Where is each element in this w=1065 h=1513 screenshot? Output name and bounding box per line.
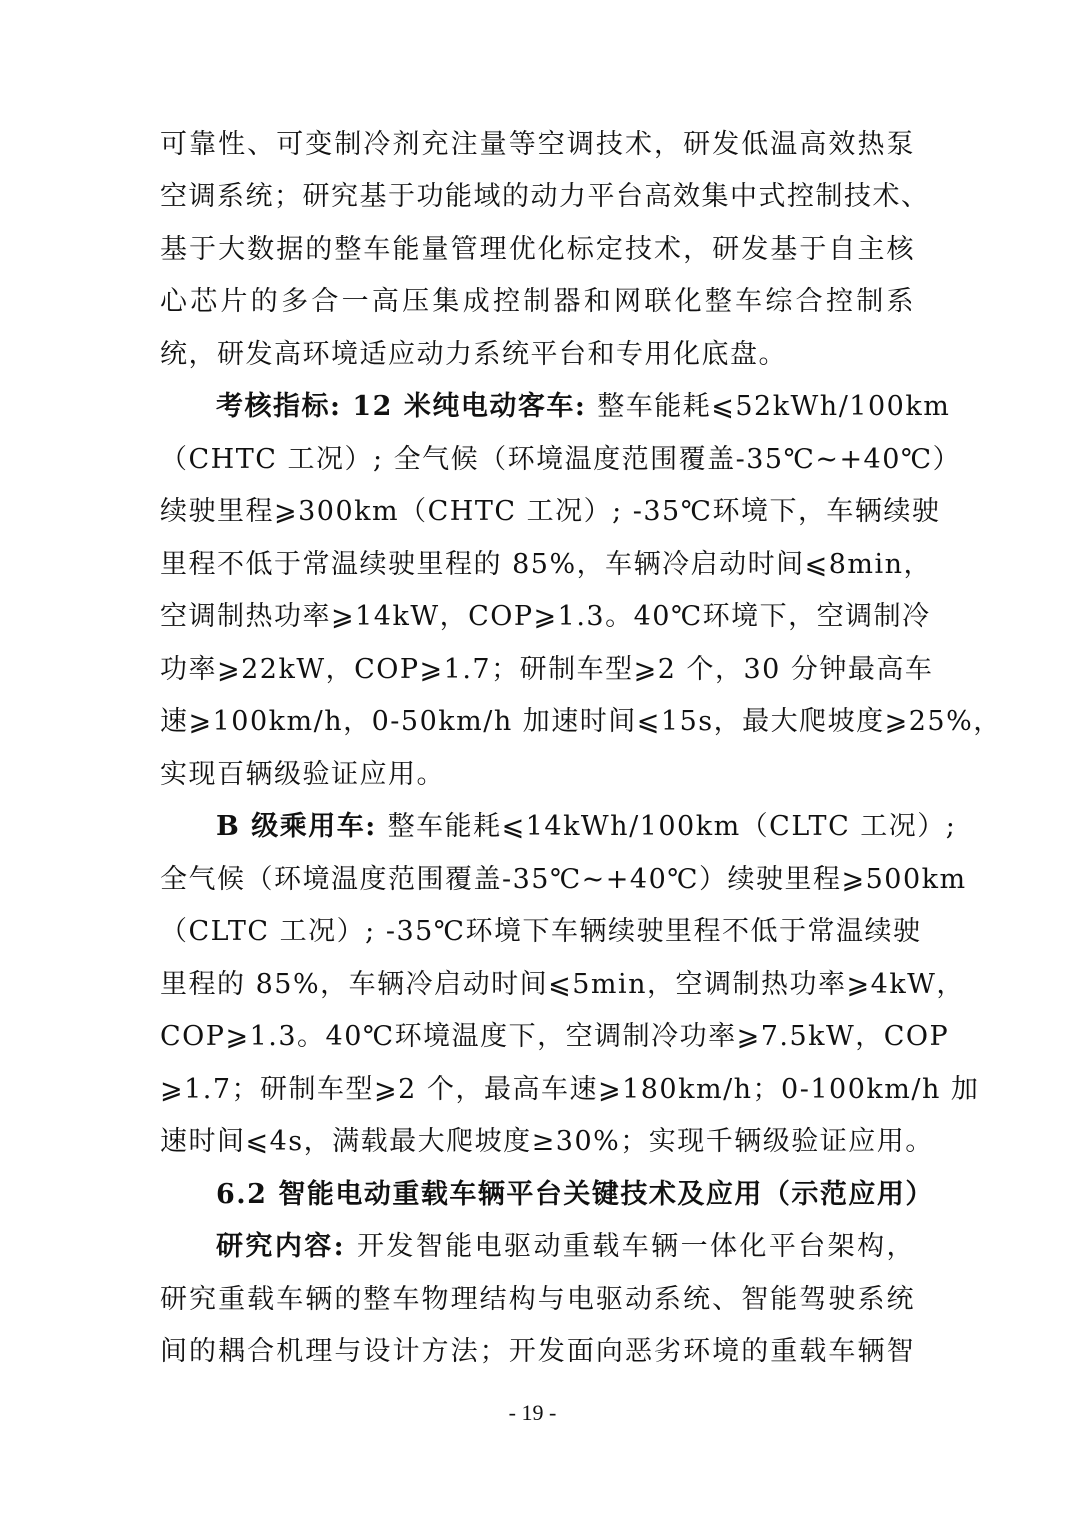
- paragraph-4-line-1-text: 开发智能电驱动重载车辆一体化平台架构，: [356, 1231, 916, 1262]
- bus-label: 12 米纯电动客车:: [352, 391, 598, 422]
- paragraph-3-line-6: ⩾1.7；研制车型⩾2 个，最高车速⩾180km/h；0-100km/h 加: [160, 1074, 980, 1105]
- paragraph-3-line-3: （CLTC 工况）; -35℃环境下车辆续驶里程不低于常温续驶: [160, 916, 922, 947]
- research-content-label: 研究内容:: [216, 1231, 357, 1262]
- paragraph-2-line-5: 空调制热功率⩾14kW，COP⩾1.3。40℃环境下，空调制冷: [160, 601, 931, 632]
- paragraph-1-line-1: 可靠性、可变制冷剂充注量等空调技术，研发低温高效热泵: [160, 129, 915, 160]
- paragraph-2-line-2: （CHTC 工况）; 全气候（环境温度范围覆盖-35℃~+40℃）: [160, 444, 962, 475]
- paragraph-2-line-3: 续驶里程⩾300km（CHTC 工况）; -35℃环境下，车辆续驶: [160, 496, 941, 527]
- paragraph-3-line-2: 全气候（环境温度范围覆盖-35℃~+40℃）续驶里程⩾500km: [160, 864, 967, 895]
- paragraph-4-line-1: [216, 1227, 915, 1267]
- paragraph-3-line-1-text: 整车能耗⩽14kWh/100km（CLTC 工况）;: [387, 811, 957, 842]
- paragraph-3-line-4: 里程的 85%，车辆冷启动时间⩽5min，空调制热功率⩾4kW，: [160, 969, 965, 1000]
- section-heading-6-2: 6.2 智能电动重载车辆平台关键技术及应用（示范应用）: [216, 1179, 934, 1210]
- paragraph-3-line-7: 速时间⩽4s，满载最大爬坡度≥30%；实现千辆级验证应用。: [160, 1126, 934, 1157]
- paragraph-3-line-1: [216, 807, 957, 847]
- paragraph-1-line-4: 心芯片的多合一高压集成控制器和网联化整车综合控制系: [160, 286, 915, 317]
- paragraph-1-line-3: 基于大数据的整车能量管理优化标定技术，研发基于自主核: [160, 234, 915, 265]
- paragraph-1-line-5: 统，研发高环境适应动力系统平台和专用化底盘。: [160, 339, 787, 370]
- paragraph-4-line-2: 研究重载车辆的整车物理结构与电驱动系统、智能驾驶系统: [160, 1284, 915, 1315]
- paragraph-1-line-2: 空调系统；研究基于功能域的动力平台高效集中式控制技术、: [160, 181, 930, 212]
- paragraph-2-line-1: [216, 387, 951, 427]
- passenger-car-label: B 级乘用车:: [216, 811, 388, 842]
- paragraph-2-line-1-text: 整车能耗⩽52kWh/100km: [597, 391, 951, 422]
- paragraph-4-line-3: 间的耦合机理与设计方法；开发面向恶劣环境的重载车辆智: [160, 1336, 915, 1367]
- paragraph-2-line-8: 实现百辆级验证应用。: [160, 759, 445, 790]
- page-number: - 19 -: [508, 1400, 557, 1425]
- paragraph-2-line-4: 里程不低于常温续驶里程的 85%，车辆冷启动时间⩽8min，: [160, 549, 933, 580]
- paragraph-2-line-6: 功率⩾22kW，COP⩾1.7；研制车型⩾2 个，30 分钟最高车: [160, 654, 934, 685]
- assessment-label: 考核指标:: [216, 391, 353, 422]
- paragraph-3-line-5: COP⩾1.3。40℃环境温度下，空调制冷功率⩾7.5kW，COP: [160, 1021, 950, 1052]
- paragraph-2-line-7: 速⩾100km/h，0-50km/h 加速时间⩽15s，最大爬坡度⩾25%，: [160, 706, 1002, 737]
